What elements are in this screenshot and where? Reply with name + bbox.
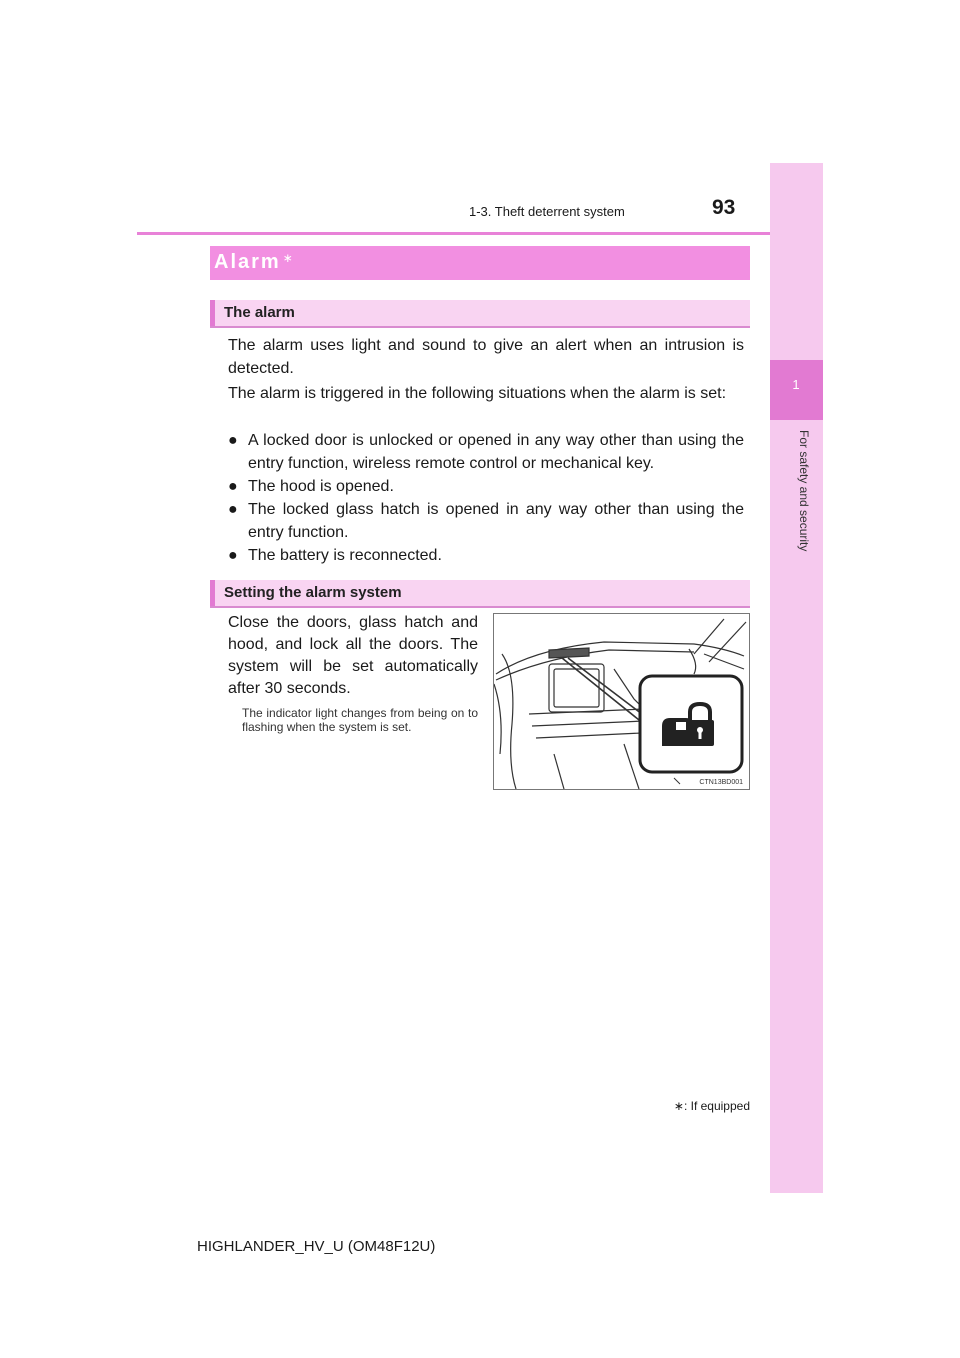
chapter-label: For safety and security (797, 430, 811, 552)
main-heading (210, 246, 750, 280)
main-heading-title: Alarm (214, 251, 281, 273)
indicator-note: The indicator light changes from being on to flashing when the system is set. (242, 706, 478, 734)
bullet-icon: ● (228, 501, 238, 518)
alarm-trigger-paragraph: The alarm is triggered in the following situations when the alarm is set: (228, 385, 727, 402)
section-title: 1-3. Theft deterrent system (469, 204, 625, 219)
if-equipped-marker: ∗ (282, 251, 295, 265)
list-item: ● The battery is reconnected. (228, 544, 744, 567)
bullet-icon: ● (228, 547, 238, 564)
list-item: ● A locked door is unlocked or opened in any way other than using the entry function, wireless remote control or mechanical key. (228, 429, 744, 475)
page-number: 93 (712, 196, 736, 219)
chapter-number: 1 (792, 377, 800, 392)
list-item: ● The locked glass hatch is opened in any way other than using the entry function. (228, 498, 744, 544)
dashboard-illustration (493, 613, 750, 790)
footnote: ∗: If equipped (673, 1099, 750, 1113)
subheading-the-alarm: The alarm (210, 300, 750, 328)
dashboard-drawing (494, 614, 749, 789)
list-item: ● The hood is opened. (228, 475, 744, 498)
bullet-icon: ● (228, 432, 238, 449)
alarm-intro-paragraph: The alarm uses light and sound to give an alert when an intrusion is detected. (228, 337, 744, 377)
figure-code: CTN13BD001 (699, 779, 743, 786)
subheading-setting-alarm: Setting the alarm system (210, 580, 750, 608)
header-rule (137, 232, 823, 235)
footer-model-code: HIGHLANDER_HV_U (OM48F12U) (197, 1238, 436, 1255)
side-tab (770, 163, 823, 1193)
setting-alarm-paragraph: Close the doors, glass hatch and hood, and lock all the doors. The system will be set automatically after 30 seconds. (228, 614, 478, 697)
bullet-icon: ● (228, 478, 238, 495)
